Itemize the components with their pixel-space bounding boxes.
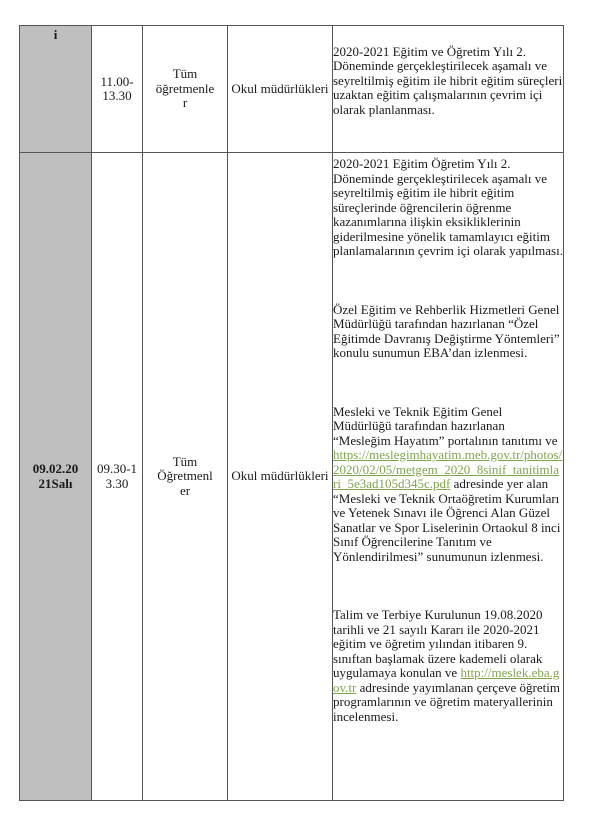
activity-paragraph: Özel Eğitim ve Rehberlik Hizmetleri Genel Müdürlüğü tarafından hazırlanan “Özel Eğitimde Davranış Değiştirme Yöntemleri” konulu sunumun EBA’dan izlenmesi. bbox=[333, 301, 560, 360]
date-cell bbox=[20, 26, 92, 153]
time-line: 3.30 bbox=[105, 475, 129, 491]
schedule-table bbox=[19, 25, 564, 801]
responsible-cell bbox=[228, 153, 333, 801]
time-line: 11.00- bbox=[100, 73, 134, 89]
table-row-1 bbox=[20, 26, 564, 153]
audience-line: Tüm bbox=[172, 453, 198, 469]
responsible-label: Okul müdürlükleri bbox=[231, 468, 329, 484]
responsible-label: Okul müdürlükleri bbox=[231, 80, 329, 96]
paragraph-text: adresinde yayımlanan çerçeve öğretim programlarının ve öğretim materyallerinin incelenmesi. bbox=[333, 679, 560, 724]
activity-paragraph bbox=[333, 608, 563, 724]
time-line: 09.30-1 bbox=[96, 461, 138, 476]
date-cell bbox=[20, 153, 92, 801]
activity-paragraph bbox=[333, 405, 563, 565]
paragraph-text: adresinde yer alan “Mesleki ve Teknik Ortaöğretim Kurumları ve Yetenek Sınavı ile Öğrenci Alan Güzel Sanatlar ve Spor Liselerinin Ortaokul 8 inci Sınıf Öğrencilerine Tanıtım ve Yönlendirilmesi” sunumunun izlenmesi. bbox=[333, 476, 561, 564]
date-line: i bbox=[53, 27, 58, 42]
audience-line: Tüm bbox=[172, 66, 198, 82]
activity-cell bbox=[333, 26, 564, 153]
date-line: 21Salı bbox=[38, 475, 73, 491]
time-cell bbox=[92, 26, 143, 153]
activity-paragraph: 2020-2021 Eğitim Öğretim Yılı 2. Döneminde gerçekleştirilecek aşamalı ve seyreltilmiş eğitim ile hibrit eğitim süreçlerinde öğrencilerin öğrenme kazanımlarına ilişkin eksikliklerinin giderilmesine yönelik tamamlayıcı eğitim planlamalarının çevrim içi olarak yapılması. bbox=[333, 156, 563, 258]
audience-cell bbox=[143, 153, 228, 801]
paragraph-text: Mesleki ve Teknik Eğitim Genel Müdürlüğü tarafından hazırlanan “Mesleğim Hayatım” portalının tanıtımı ve bbox=[333, 403, 558, 448]
date-line: 09.02.20 bbox=[32, 461, 79, 476]
time-line: 13.30 bbox=[102, 88, 132, 103]
table-row-2 bbox=[20, 153, 564, 801]
meslek-eba-link[interactable]: http://meslek.eba.gov.tr bbox=[333, 665, 560, 695]
meslegim-hayatim-pdf-link[interactable]: https://meslegimhayatim.meb.gov.tr/photos/2020/02/05/metgem_2020_8sinif_tanitimlari_5e3ad105d345c.pdf bbox=[333, 447, 563, 491]
audience-line: öğretmenle bbox=[155, 80, 215, 96]
activity-paragraph: 2020-2021 Eğitim ve Öğretim Yılı 2. Döneminde gerçekleştirilecek aşamalı ve seyreltilmiş eğitim ile hibrit eğitim süreçleri uzaktan eğitim çalışmalarının çevrim içi olarak planlanması. bbox=[333, 43, 563, 117]
audience-line: er bbox=[179, 482, 191, 498]
audience-line: Öğretmenl bbox=[157, 468, 213, 484]
paragraph-text: Talim ve Terbiye Kurulunun 19.08.2020 tarihli ve 21 sayılı Kararı ile 2020-2021 eğitim ve öğretim yılından itibaren 9. sınıftan başlamak üzere kademeli olarak uygulamaya konulan ve bbox=[333, 607, 543, 680]
time-cell bbox=[92, 153, 143, 801]
responsible-cell bbox=[228, 26, 333, 153]
activity-cell bbox=[333, 153, 564, 801]
audience-cell bbox=[143, 26, 228, 153]
audience-line: r bbox=[182, 95, 188, 111]
